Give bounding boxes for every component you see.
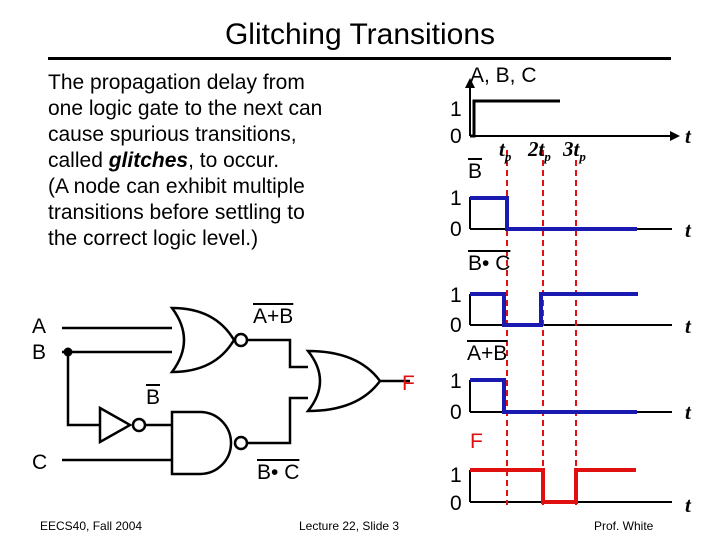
f-level-0: 0 (450, 492, 462, 515)
paragraph-line-1: The propagation delay from (48, 71, 305, 94)
a-plus-b-level-1: 1 (450, 370, 462, 393)
b-dot-c-signal-label: B• C (468, 252, 511, 275)
b-dot-c-node-label: B• C (257, 461, 300, 484)
input-b-label: B (32, 341, 47, 364)
x-axis-arrow (670, 131, 680, 141)
not-gate (100, 408, 145, 442)
abc-signal-label: A, B, C (470, 64, 537, 87)
b-bar-time-label: t (685, 218, 691, 242)
nand-gate (172, 412, 247, 474)
f-level-1: 1 (450, 464, 462, 487)
input-c-label: C (32, 451, 48, 474)
a-plus-b-level-0: 0 (450, 401, 462, 424)
tick-tp-sub: p (504, 149, 512, 165)
b-bar-node-label: $\overline{B}$ (146, 386, 161, 409)
slide-title: Glitching Transitions (224, 18, 496, 51)
footer-slide: Lecture 22, Slide 3 (299, 519, 400, 533)
a-plus-b-node-label: A+B (253, 305, 294, 328)
paragraph-line-4-suffix: , to occur. (188, 149, 280, 172)
paragraph-line-3: cause spurious transitions, (48, 123, 297, 146)
footer-author: Prof. White (594, 519, 654, 533)
junction-dot (64, 348, 73, 357)
trace-abc (470, 101, 560, 136)
tick-3tp-t: 3t (563, 137, 580, 161)
tick-3tp-sub: p (579, 149, 586, 165)
wire-a-plus-b (248, 340, 308, 367)
input-a-label: A (32, 315, 47, 338)
paragraph-line-6: transitions before settling to (48, 201, 305, 224)
a-plus-b-time-label: t (685, 400, 691, 424)
output-f-label: F (402, 372, 415, 395)
f-signal-label: F (470, 430, 483, 453)
trace-b-bar (470, 198, 637, 229)
b-dot-c-level-1: 1 (450, 284, 462, 307)
paragraph-line-4-prefix: called (48, 149, 109, 172)
wire-b-to-inverter (68, 352, 100, 425)
f-time-label: t (685, 493, 691, 517)
trace-b-dot-c (470, 294, 638, 325)
time-axis-label: t (685, 124, 691, 148)
wire-b-dot-c (248, 398, 308, 443)
paragraph-line-2: one logic gate to the next can (48, 97, 323, 120)
b-dot-c-level-0: 0 (450, 314, 462, 337)
nor-gate (172, 308, 247, 372)
tick-3tp (563, 137, 586, 165)
trace-a-plus-b (470, 380, 637, 412)
abc-level-0: 0 (450, 125, 462, 148)
glitches-term: glitches (108, 149, 189, 172)
paragraph-line-5: (A node can exhibit multiple (48, 175, 305, 198)
tick-tp-t: t (499, 137, 505, 161)
tick-2tp (528, 137, 551, 165)
paragraph-line-7: the correct logic level.) (48, 227, 259, 250)
tick-2tp-sub: p (544, 149, 551, 165)
b-dot-c-time-label: t (685, 314, 691, 338)
a-plus-b-signal-label: A+B (467, 342, 508, 365)
footer-course: EECS40, Fall 2004 (40, 519, 143, 533)
b-bar-level-1: 1 (450, 187, 462, 210)
trace-f (470, 470, 636, 502)
b-bar-signal-label: $\overline{B}$ (468, 160, 483, 183)
or-gate (308, 351, 380, 411)
tick-tp (499, 137, 511, 165)
tick-2tp-t: 2t (528, 137, 545, 161)
abc-level-1: 1 (450, 98, 462, 121)
b-bar-level-0: 0 (450, 218, 462, 241)
